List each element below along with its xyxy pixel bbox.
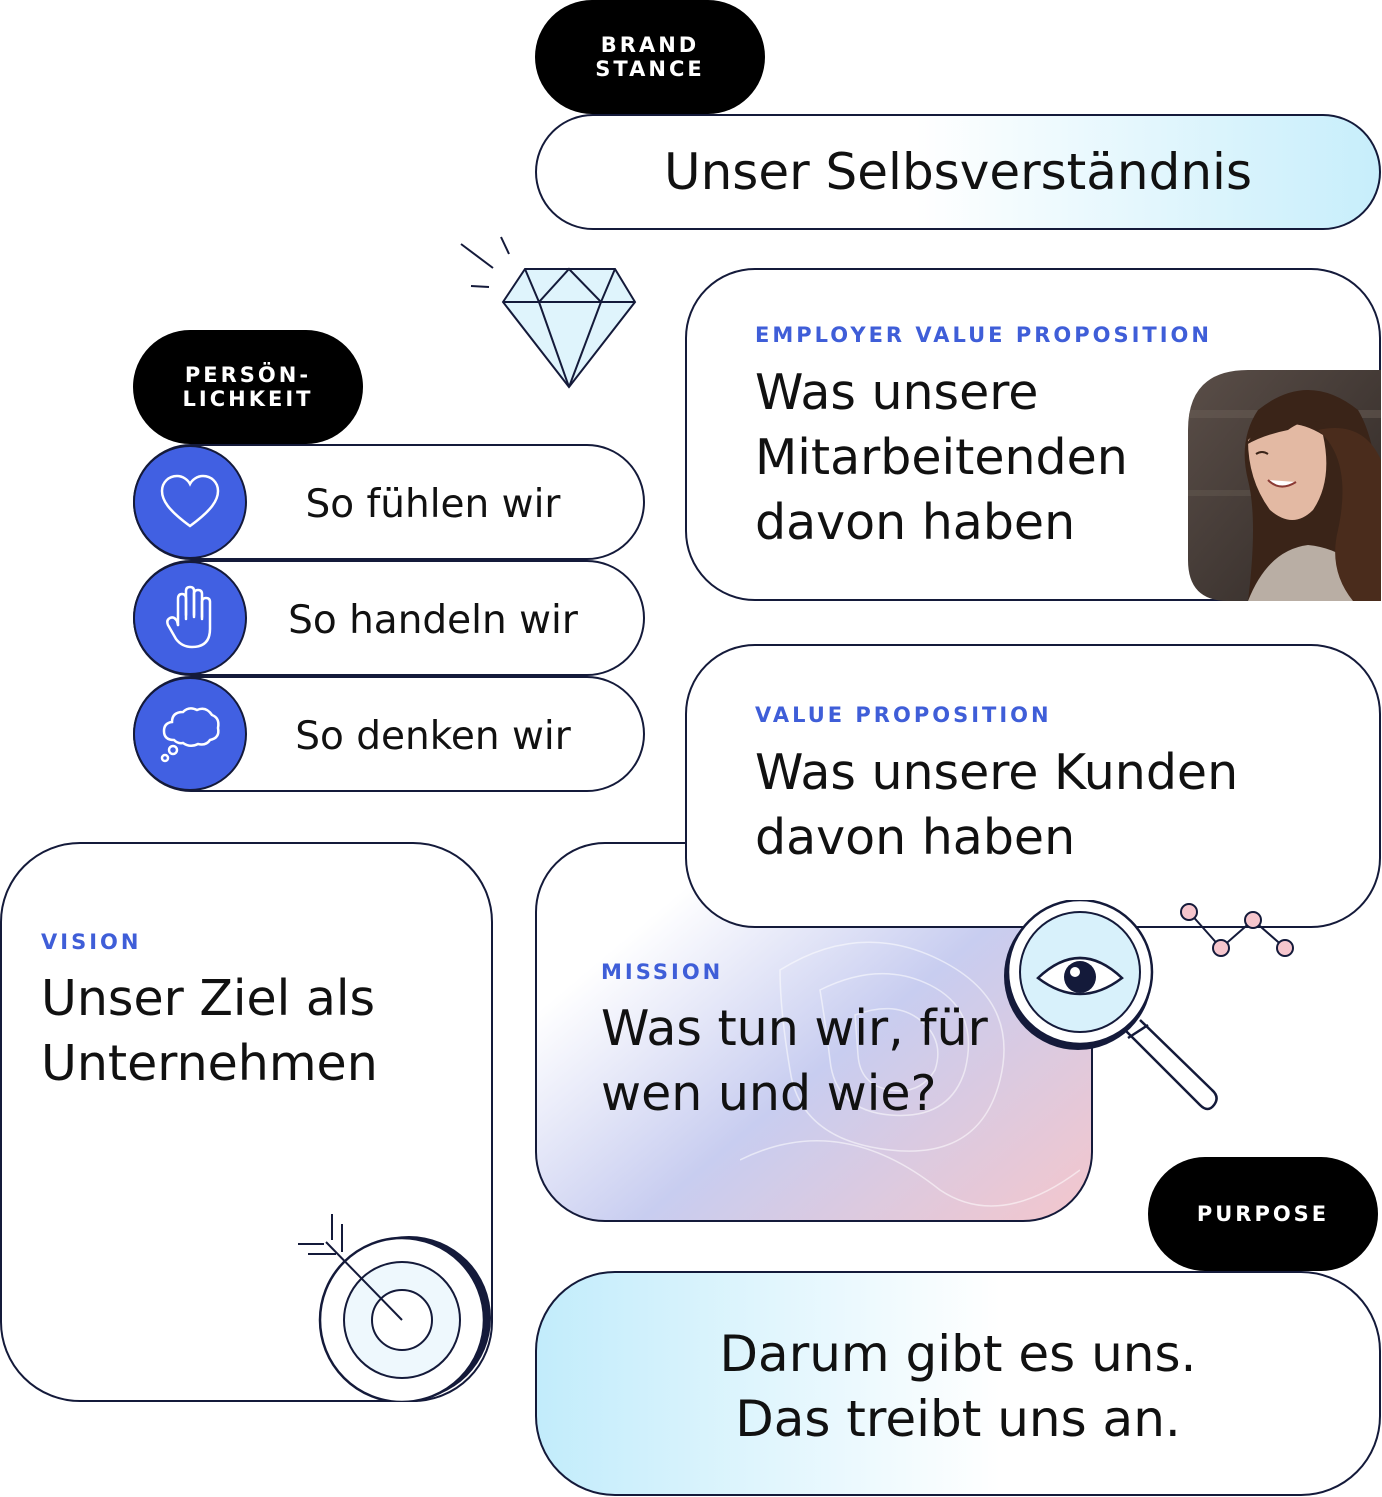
personality-tag: PERSÖN- LICHKEIT <box>133 330 363 444</box>
brand-stance-tag: BRAND STANCE <box>535 0 765 114</box>
purpose-tag: PURPOSE <box>1148 1157 1378 1271</box>
diamond-icon <box>455 232 640 394</box>
evp-title: Was unsere Mitarbeitenden davon haben <box>755 364 1128 551</box>
personality-row-think-label: So denken wir <box>295 714 571 759</box>
mission-kicker: MISSION <box>601 960 724 984</box>
value-proposition-kicker: VALUE PROPOSITION <box>755 703 1052 727</box>
brand-stance-title: Unser Selbsverständnis <box>664 143 1252 201</box>
purpose-title: Darum gibt es uns. Das treibt uns an. <box>719 1325 1197 1448</box>
mission-title: Was tun wir, für wen und wie? <box>601 1000 988 1122</box>
portrait-image <box>1188 370 1381 601</box>
vision-kicker: VISION <box>41 930 142 954</box>
personality-row-act-label: So handeln wir <box>288 598 578 643</box>
hand-icon <box>133 561 247 675</box>
heart-icon <box>133 445 247 559</box>
thought-bubble-icon <box>133 677 247 791</box>
magnifier-eye-icon <box>1000 900 1225 1120</box>
evp-kicker: EMPLOYER VALUE PROPOSITION <box>755 323 1212 347</box>
target-arrow-icon <box>296 1212 493 1402</box>
vision-title: Unser Ziel als Unternehmen <box>41 970 378 1092</box>
personality-row-feel-label: So fühlen wir <box>305 482 561 527</box>
value-proposition-title: Was unsere Kunden davon haben <box>755 744 1239 866</box>
